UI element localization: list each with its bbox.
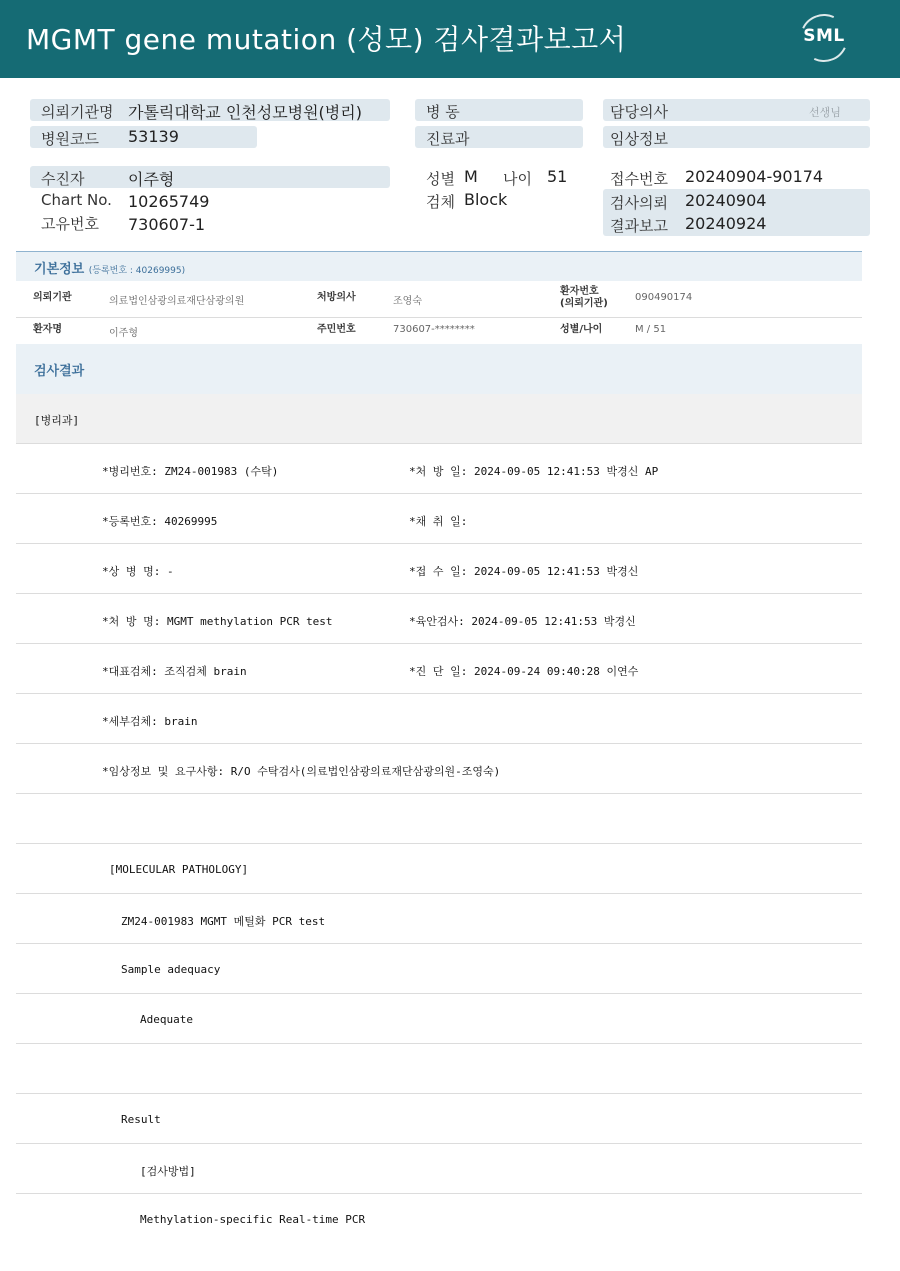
sex-age-key: 성별/나이 [560,324,603,335]
result-row [16,994,862,1044]
molecular-pathology-heading: [MOLECULAR PATHOLOGY] [109,863,249,876]
department-text: [병리과] [34,414,80,427]
patient-no-key-line1: 환자번호 [560,286,599,297]
result-row [16,894,862,944]
result-row [16,944,862,994]
results-header [16,344,862,394]
sml-logo [796,12,852,66]
basic-info-row-1 [16,281,862,318]
prescription-date: *처 방 일: 2024-09-05 12:41:53 박경신 AP [409,465,659,478]
basic-info-header [16,251,862,281]
basic-info-title [34,258,185,277]
result-row [16,844,862,894]
request-label: 검사의뢰 [610,194,668,212]
result-row-empty [16,1044,862,1094]
institution-value: 가톨릭대학교 인천성모병원(병리) [128,103,362,122]
institution-key: 의뢰기관 [33,292,72,303]
result-row [16,644,862,694]
receipt-date: *접 수 일: 2024-09-05 12:41:53 박경신 [409,565,639,578]
institution-val: 의료법인삼광의료재단삼광의원 [109,296,245,307]
clinical-info-label: 임상정보 [610,130,668,148]
representative-specimen: *대표검체: 조직검체 brain [102,665,247,678]
results-title: 검사결과 [34,364,85,379]
patient-no-key [560,286,608,310]
specimen-label: 검체 [426,193,455,211]
sample-adequacy-value: Adequate [140,1013,193,1026]
diagnosis-name: *상 병 명: - [102,565,174,578]
registration-no: *등록번호: 40269995 [102,515,218,528]
prescriber-val: 조영숙 [393,296,422,307]
receipt-no-value: 20240904-90174 [685,167,824,186]
receipt-no-label: 접수번호 [610,170,668,188]
doctor-label: 담당의사 [610,103,668,121]
basic-info-title-text: 기본정보 [34,262,85,277]
doctor-suffix: 선생님 [809,106,841,119]
hospital-code-value: 53139 [128,127,179,146]
unique-no-value: 730607-1 [128,215,206,234]
pathology-no: *병리번호: ZM24-001983 (수탁) [102,465,279,478]
report-header [0,0,900,78]
report-label: 결과보고 [610,217,668,235]
basic-info-row-2 [16,318,862,344]
test-method-heading: [검사방법] [140,1165,196,1178]
specimen-value: Block [464,190,508,209]
prescriber-key: 처방의사 [317,292,356,303]
result-row [16,1094,862,1144]
result-label: Result [121,1113,161,1126]
department-label: 진료과 [426,130,470,148]
chart-no-value: 10265749 [128,192,210,211]
hospital-code-label: 병원코드 [41,130,99,148]
patient-value: 이주형 [128,170,175,189]
detail-specimen: *세부검체: brain [102,715,198,728]
age-label: 나이 [503,170,532,188]
result-row [16,494,862,544]
result-row [16,694,862,744]
result-row [16,594,862,644]
institution-label: 의뢰기관명 [41,103,114,121]
chart-no-label: Chart No. [41,191,112,209]
report-value: 20240924 [685,214,767,233]
sex-value: M [464,167,478,186]
test-name-line: ZM24-001983 MGMT 메틸화 PCR test [121,915,326,928]
basic-info-reg-no: (등록번호 : 40269995) [88,266,186,276]
request-value: 20240904 [685,191,767,210]
patient-no-val: 090490174 [635,292,693,303]
result-row [16,1144,862,1194]
patient-name-key: 환자명 [33,324,62,335]
test-method-value: Methylation-specific Real-time PCR [140,1213,366,1226]
result-row-empty [16,794,862,844]
result-row [16,744,862,794]
result-row [16,1194,862,1244]
department-row [16,394,862,444]
patient-label: 수진자 [41,170,85,188]
patient-no-key-line2: (의뢰기관) [560,298,608,309]
diagnosis-date: *진 단 일: 2024-09-24 09:40:28 이연수 [409,665,639,678]
gross-exam-date: *육안검사: 2024-09-05 12:41:53 박경신 [409,615,636,628]
resident-no-key: 주민번호 [317,324,356,335]
patient-name-val: 이주형 [109,328,138,339]
ward-label: 병 동 [426,103,460,121]
clinical-request: *임상정보 및 요구사항: R/O 수탁검사(의료법인삼광의료재단삼광의원-조영숙) [102,765,501,778]
age-value: 51 [547,167,568,186]
prescription-name: *처 방 명: MGMT methylation PCR test [102,615,333,628]
collection-date: *채 취 일: [409,515,468,528]
logo-text: SML [803,26,845,46]
resident-no-val: 730607-******** [393,324,475,335]
unique-no-label: 고유번호 [41,215,99,233]
result-row [16,544,862,594]
sample-adequacy-label: Sample adequacy [121,963,221,976]
sex-label: 성별 [426,170,455,188]
result-row [16,444,862,494]
sex-age-val: M / 51 [635,324,667,335]
report-title: MGMT gene mutation (성모) 검사결과보고서 [26,23,627,56]
